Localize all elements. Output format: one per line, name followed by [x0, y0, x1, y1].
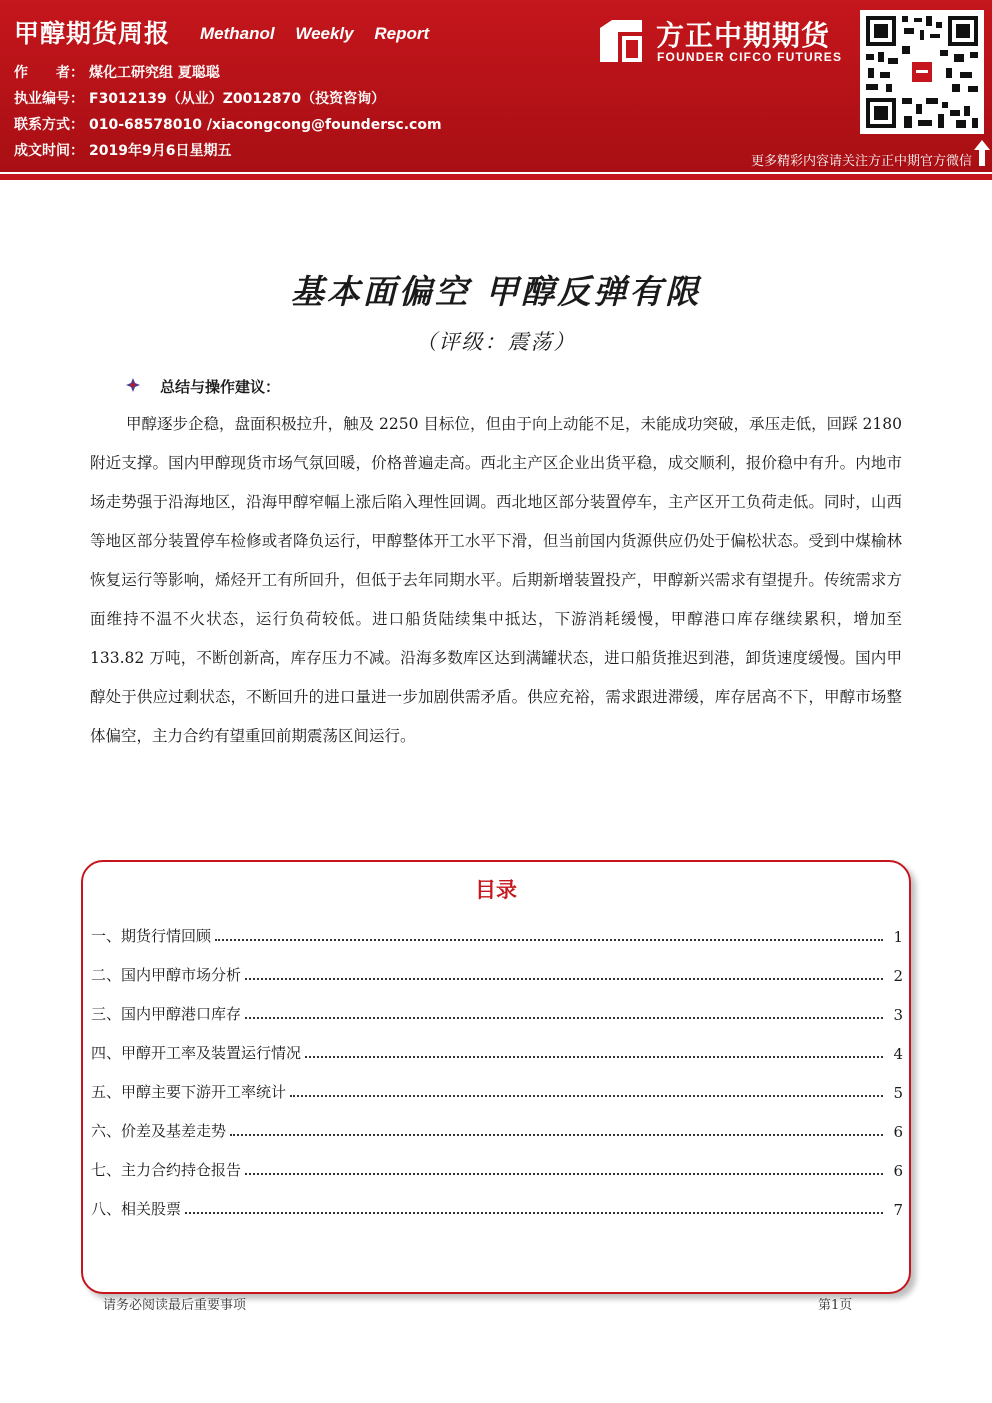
toc-item-label: 七、主力合约持仓报告	[91, 1161, 242, 1179]
meta-license	[14, 88, 385, 108]
wechat-qr-code[interactable]	[860, 10, 984, 134]
meta-contact-label: 联系方式：	[14, 117, 84, 133]
toc-item-page: 6	[893, 1162, 903, 1180]
logo-text-en: FOUNDER CIFCO FUTURES	[657, 50, 843, 64]
toc-item[interactable]	[91, 1117, 903, 1141]
meta-contact-value: 010-68578010 /xiacongcong@foundersc.com	[89, 117, 442, 133]
footer-disclaimer: 请务必阅读最后重要事项	[103, 1298, 247, 1313]
report-title-en: Methanol Weekly Report	[200, 24, 430, 43]
founder-logo-icon	[598, 18, 644, 64]
logo-text-cn: 方正中期期货	[656, 19, 831, 52]
toc-item[interactable]	[91, 1000, 903, 1024]
footer-page-number: 第1页	[818, 1298, 853, 1313]
toc-item-page: 6	[893, 1123, 903, 1141]
toc-item[interactable]	[91, 922, 903, 946]
toc-item-label: 五、甲醇主要下游开工率统计	[91, 1083, 287, 1101]
toc-item-label: 三、国内甲醇港口库存	[91, 1005, 242, 1023]
toc-leader	[185, 1212, 883, 1214]
table-of-contents	[81, 860, 911, 1294]
toc-item-label: 六、价差及基差走势	[91, 1122, 227, 1140]
toc-item-page: 3	[893, 1006, 903, 1024]
toc-item-page: 5	[893, 1084, 903, 1102]
meta-date	[14, 140, 231, 160]
header-divider	[0, 174, 992, 180]
toc-item[interactable]	[91, 1156, 903, 1180]
meta-author-value: 煤化工研究组 夏聪聪	[89, 65, 220, 81]
report-header	[0, 0, 992, 172]
meta-license-value: F3012139（从业）Z0012870（投资咨询）	[89, 91, 386, 107]
diamond-bullet-icon	[126, 378, 140, 392]
follow-wechat-text: 更多精彩内容请关注方正中期官方微信	[750, 154, 972, 169]
meta-contact	[14, 114, 442, 134]
report-title-cn: 甲醇期货周报	[14, 19, 171, 48]
toc-item[interactable]	[91, 1078, 903, 1102]
toc-item-page: 4	[893, 1045, 903, 1063]
toc-item-label: 八、相关股票	[91, 1200, 182, 1218]
toc-leader	[245, 1173, 883, 1175]
meta-date-value: 2019年9月6日星期五	[89, 143, 232, 159]
toc-item[interactable]	[91, 1195, 903, 1219]
document-rating: （评级：震荡）	[415, 330, 577, 354]
toc-item-page: 7	[893, 1201, 903, 1219]
summary-paragraph: 甲醇逐步企稳，盘面积极拉升，触及 2250 目标位，但由于向上动能不足，未能成功突破，承压走低，回踩 2180 附近支撑。国内甲醇现货市场气氛回暖，价格普遍走高。西北主产区企业出货平稳，成交顺利，报价稳中有升。内地市场走势强于沿海地区，沿海甲醇窄幅上涨后陷入理性回调。西北地区部分装置停车，主产区开工负荷走低。同时，山西等地区部分装置停车检修或者降负运行，甲醇整体开工水平下滑，但当前国内货源供应仍处于偏松状态。受到中煤榆林恢复运行等影响，烯烃开工有所回升，但低于去年同期水平。后期新增装置投产，甲醇新兴需求有望提升。传统需求方面维持不温不火状态，运行负荷较低。进口船货陆续集中抵达，下游消耗缓慢，甲醇港口库存继续累积，增加至 133.82 万吨，不断创新高，库存压力不减。沿海多数库区达到满罐状态，进口船货推迟到港，卸货速度缓慢。国内甲醇处于供应过剩状态，不断回升的进口量进一步加剧供需矛盾。供应充裕，需求跟进滞缓，库存居高不下，甲醇市场整体偏空，主力合约有望重回前期震荡区间运行。	[90, 415, 902, 745]
document-title: 基本面偏空 甲醇反弹有限	[290, 272, 702, 311]
toc-leader	[245, 978, 883, 980]
meta-author	[14, 62, 220, 82]
toc-item-label: 二、国内甲醇市场分析	[91, 966, 242, 984]
toc-item-page: 1	[893, 928, 903, 946]
toc-item-label: 一、期货行情回顾	[91, 927, 212, 945]
summary-heading: 总结与操作建议：	[160, 378, 281, 396]
arrow-up-icon	[974, 140, 990, 166]
meta-license-label: 执业编号：	[14, 91, 84, 107]
toc-item-page: 2	[893, 967, 903, 985]
meta-author-label: 作 者：	[14, 65, 84, 81]
toc-leader	[230, 1134, 883, 1136]
toc-title: 目录	[475, 878, 517, 902]
toc-leader	[245, 1017, 883, 1019]
meta-date-label: 成文时间：	[14, 143, 84, 159]
toc-leader	[305, 1056, 883, 1058]
toc-item[interactable]	[91, 961, 903, 985]
company-logo	[598, 12, 850, 70]
toc-leader	[290, 1095, 883, 1097]
toc-item[interactable]	[91, 1039, 903, 1063]
toc-item-label: 四、甲醇开工率及装置运行情况	[91, 1044, 302, 1062]
toc-leader	[215, 939, 883, 941]
